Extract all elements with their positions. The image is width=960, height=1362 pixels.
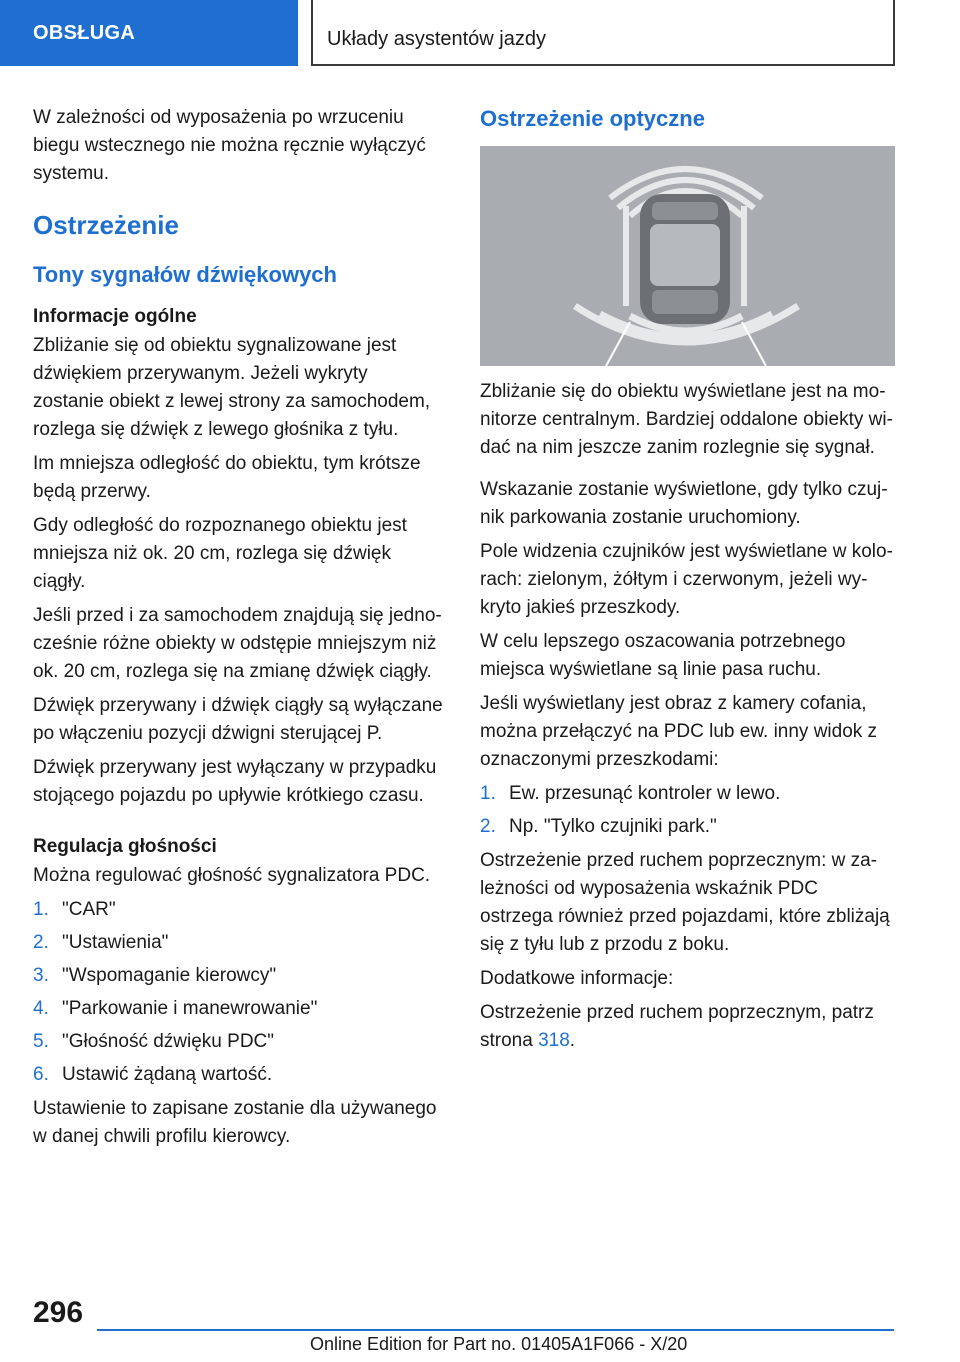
list-item	[33, 929, 443, 957]
list-item	[33, 896, 443, 924]
list-item	[33, 995, 443, 1023]
footer-divider	[97, 1329, 894, 1331]
right-column	[480, 104, 895, 1061]
paragraph-with-reference	[480, 999, 895, 1055]
page-prefix: strona	[480, 1030, 533, 1051]
paragraph: Zbliżanie się do obiektu wyświetlane jest na mo-nitorze centralnym. Bardziej oddalone obiekty wi-dać na nim jeszcze zanim rozlegnie się sygnał.	[480, 381, 893, 458]
intro-paragraph: W zależności od wyposażenia po wrzuceniu biegu wstecznego nie można ręcznie wyłączyć systemu.	[33, 107, 426, 184]
page-reference-link[interactable]: 318	[538, 1030, 570, 1051]
list-item	[33, 1028, 443, 1056]
car-top-view	[640, 194, 730, 324]
reference-text: Ostrzeżenie przed ruchem poprzecznym, patrz	[480, 1002, 874, 1023]
step-text: "Głośność dźwięku PDC"	[62, 1031, 275, 1052]
list-item	[33, 962, 443, 990]
list-item	[33, 1061, 443, 1089]
step-text: "CAR"	[62, 899, 116, 920]
heading-warning: Ostrzeżenie	[33, 210, 179, 240]
paragraph: Pole widzenia czujników jest wyświetlane w kolo-rach: zielonym, żółtym i czerwonym, jeżeli wy-kryto jakieś przeszkody.	[480, 541, 893, 618]
paragraph: Zbliżanie się od obiektu sygnalizowane jest dźwiękiem przerywanym. Jeżeli wykryty zostanie obiekt z lewej strony za samochodem, rozlega się dźwięk z lewego głośnika z tyłu.	[33, 335, 431, 440]
paragraph: Dźwięk przerywany jest wyłączany w przypadku stojącego pojazdu po upływie krótkiego czasu.	[33, 757, 437, 806]
view-switch-steps-list	[480, 780, 895, 841]
heading-general-info: Informacje ogólne	[33, 306, 197, 327]
paragraph: Jeśli wyświetlany jest obraz z kamery cofania, można przełączyć na PDC lub ew. inny widok z oznaczonymi przeszkodami:	[480, 693, 878, 770]
step-text: Ustawić żądaną wartość.	[62, 1064, 273, 1085]
paragraph: Wskazanie zostanie wyświetlone, gdy tylko czuj-nik parkowania zostanie uruchomiony.	[480, 479, 888, 528]
pdc-display-illustration	[480, 146, 895, 366]
step-number: 2.	[480, 816, 496, 837]
step-number: 4.	[33, 998, 49, 1019]
step-text: "Wspomaganie kierowcy"	[62, 965, 277, 986]
step-text: "Parkowanie i manewrowanie"	[62, 998, 318, 1019]
step-number: 1.	[480, 783, 496, 804]
reference-suffix: .	[569, 1030, 576, 1051]
step-number: 1.	[33, 899, 49, 920]
step-text: Ew. przesunąć kontroler w lewo.	[509, 783, 781, 804]
paragraph: Ustawienie to zapisane zostanie dla używanego w danej chwili profilu kierowcy.	[33, 1098, 437, 1147]
heading-tones: Tony sygnałów dźwiękowych	[33, 262, 337, 287]
step-number: 2.	[33, 932, 49, 953]
step-number: 5.	[33, 1031, 49, 1052]
step-number: 6.	[33, 1064, 49, 1085]
paragraph: Jeśli przed i za samochodem znajdują się jedno-cześnie różne obiekty w odstępie mniejszym niż ok. 20 cm, rozlega się na zmianę dźwięk ciągły.	[33, 605, 442, 682]
step-text: "Ustawienia"	[62, 932, 169, 953]
paragraph: Można regulować głośność sygnalizatora PDC.	[33, 865, 431, 886]
chapter-title: Układy asystentów jazdy	[311, 0, 895, 66]
step-number: 3.	[33, 965, 49, 986]
page-number: 296	[33, 1296, 84, 1329]
paragraph: Im mniejsza odległość do obiektu, tym krótsze będą przerwy.	[33, 453, 421, 502]
left-column	[33, 104, 443, 1157]
paragraph: Gdy odległość do rozpoznanego obiektu jest mniejsza niż ok. 20 cm, rozlega się dźwięk ciągły.	[33, 515, 407, 592]
paragraph: Ostrzeżenie przed ruchem poprzecznym: w za-leżności od wyposażenia wskaźnik PDC ostrzega również przed pojazdami, które zbliżają się z tyłu lub z przodu z boku.	[480, 850, 890, 955]
edition-footer: Online Edition for Part no. 01405A1F066 - X/20	[310, 1334, 688, 1354]
section-tab	[0, 0, 298, 66]
volume-steps-list	[33, 896, 443, 1089]
paragraph: Dźwięk przerywany i dźwięk ciągły są wyłączane po włączeniu pozycji dźwigni sterującej P.	[33, 695, 443, 744]
section-label: OBSŁUGA	[33, 21, 136, 44]
paragraph: W celu lepszego oszacowania potrzebnego miejsca wyświetlane są linie pasa ruchu.	[480, 631, 846, 680]
heading-optical-warning: Ostrzeżenie optyczne	[480, 106, 705, 131]
paragraph: Dodatkowe informacje:	[480, 968, 674, 989]
heading-volume: Regulacja głośności	[33, 836, 217, 857]
list-item	[480, 813, 895, 841]
step-text: Np. "Tylko czujniki park."	[509, 816, 717, 837]
list-item	[480, 780, 895, 808]
